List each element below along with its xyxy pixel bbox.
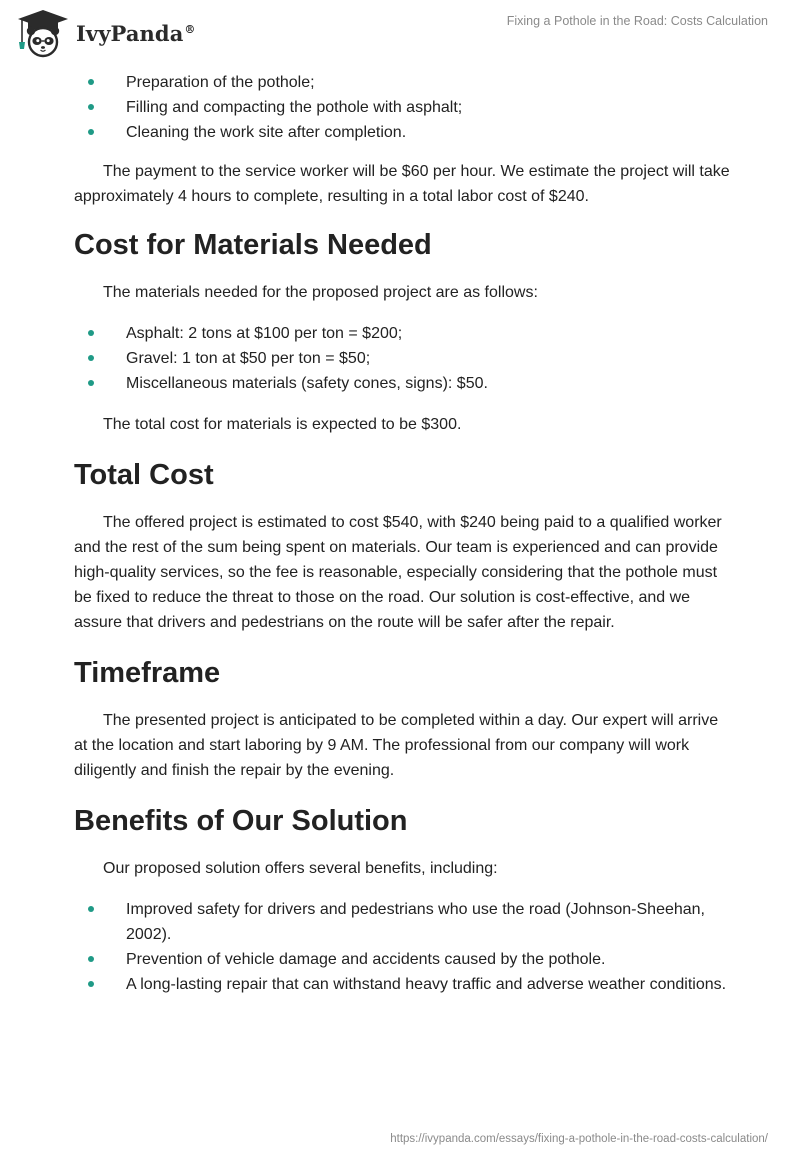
logo[interactable]	[14, 8, 196, 58]
document-title: Fixing a Pothole in the Road: Costs Calculation	[506, 14, 768, 28]
labor-task-list	[74, 70, 734, 145]
list-item: A long-lasting repair that can withstand heavy traffic and adverse weather conditions.	[74, 972, 734, 997]
benefits-list	[74, 897, 734, 997]
bullet-icon	[88, 129, 94, 135]
total-cost-paragraph: The offered project is estimated to cost $540, with $240 being paid to a qualified worker and the rest of the sum being spent on materials. Our team is experienced and can provide high-quality services, so the fee is reasonable, especially considering that the pothole must be fixed to reduce the threat to those on the road. Our solution is cost-effective, and we assure that drivers and pedestrians on the route will be safer after the repair.	[74, 514, 722, 631]
bullet-icon	[88, 906, 94, 912]
list-item: Improved safety for drivers and pedestrians who use the road (Johnson-Sheehan, 2002).	[74, 897, 734, 947]
timeframe-paragraph: The presented project is anticipated to be completed within a day. Our expert will arrive at the location and start laboring by 9 AM. The professional from our company will work diligently and finish the repair by the evening.	[74, 712, 719, 779]
page-header	[0, 0, 800, 64]
list-item: Gravel: 1 ton at $50 per ton = $50;	[74, 346, 734, 371]
materials-heading: Cost for Materials Needed	[74, 229, 432, 261]
benefits-intro: Our proposed solution offers several benefits, including:	[103, 860, 498, 877]
bullet-icon	[88, 380, 94, 386]
labor-payment-paragraph: The payment to the service worker will be $60 per hour. We estimate the project will take approximately 4 hours to complete, resulting in a total labor cost of $240.	[74, 163, 730, 205]
bullet-icon	[88, 981, 94, 987]
panda-graduation-cap-icon	[14, 8, 72, 58]
list-item: Preparation of the pothole;	[74, 70, 734, 95]
brand-name: IvyPanda®	[76, 20, 196, 46]
list-item: Prevention of vehicle damage and accidents caused by the pothole.	[74, 947, 734, 972]
list-item: Miscellaneous materials (safety cones, signs): $50.	[74, 371, 734, 396]
total-cost-heading: Total Cost	[74, 459, 214, 491]
bullet-icon	[88, 104, 94, 110]
benefits-heading: Benefits of Our Solution	[74, 805, 408, 837]
bullet-icon	[88, 956, 94, 962]
source-url[interactable]: https://ivypanda.com/essays/fixing-a-pothole-in-the-road-costs-calculation/	[390, 1133, 768, 1145]
materials-intro: The materials needed for the proposed project are as follows:	[103, 284, 538, 301]
essay-content	[74, 70, 734, 997]
list-item: Cleaning the work site after completion.	[74, 120, 734, 145]
materials-list	[74, 321, 734, 396]
bullet-icon	[88, 330, 94, 336]
bullet-icon	[88, 79, 94, 85]
list-item: Asphalt: 2 tons at $100 per ton = $200;	[74, 321, 734, 346]
bullet-icon	[88, 355, 94, 361]
materials-total: The total cost for materials is expected to be $300.	[103, 416, 462, 433]
list-item: Filling and compacting the pothole with asphalt;	[74, 95, 734, 120]
timeframe-heading: Timeframe	[74, 657, 221, 689]
